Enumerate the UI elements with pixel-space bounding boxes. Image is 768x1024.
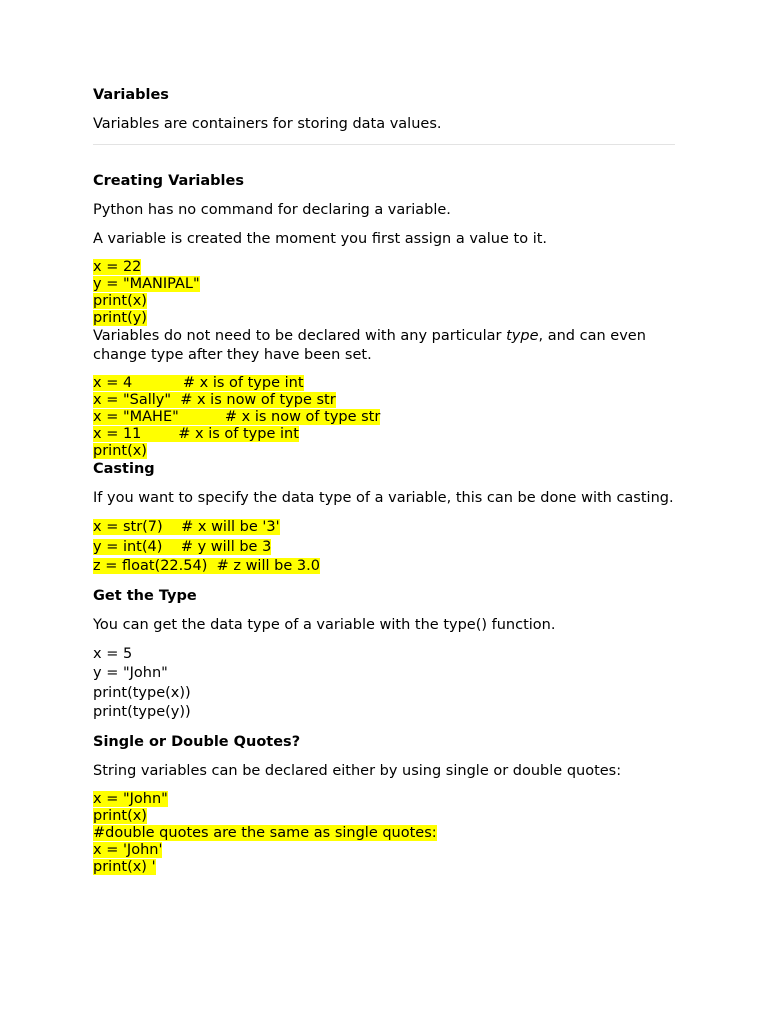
code-line: x = 'John' [93, 841, 163, 858]
code-line: y = "MANIPAL" [93, 276, 200, 292]
code-line: y = int(4) # y will be 3 [93, 538, 272, 555]
quotes-paragraph: String variables can be declared either by using single or double quotes: [93, 762, 622, 779]
code-line: x = 11 # x is of type int [93, 426, 299, 442]
code-line: x = str(7) # x will be '3' [93, 519, 280, 535]
heading-creating-variables: Creating Variables [93, 173, 244, 189]
heading-variables: Variables [93, 87, 169, 103]
code-block-retype [93, 375, 675, 460]
code-line: print(y) [93, 310, 147, 326]
italic-type-word: type [506, 328, 539, 344]
code-block-type [93, 645, 675, 723]
get-type-paragraph: You can get the data type of a variable with the type() function. [93, 616, 556, 633]
heading-single-or-double-quotes: Single or Double Quotes? [93, 733, 301, 750]
creating-paragraph-1: Python has no command for declaring a variable. [93, 202, 451, 218]
code-block-assign [93, 259, 675, 327]
code-line: x = "MAHE" # x is now of type str [93, 409, 381, 425]
code-line: y = "John" [93, 665, 168, 681]
creating-paragraph-2: A variable is created the moment you first assign a value to it. [93, 231, 548, 247]
code-line: x = 5 [93, 645, 133, 662]
document-page [93, 86, 675, 876]
code-line: print(x) ' [93, 858, 156, 875]
code-line: x = 4 # x is of type int [93, 375, 304, 391]
code-line: print(type(y)) [93, 704, 191, 720]
code-line: print(x) [93, 443, 147, 459]
code-line: x = "John" [93, 790, 168, 807]
heading-get-the-type: Get the Type [93, 587, 197, 604]
paragraph-text: Variables do not need to be declared with any particular [93, 328, 507, 344]
code-line: #double quotes are the same as single quotes: [93, 824, 437, 841]
section-divider [93, 144, 675, 145]
variables-intro: Variables are containers for storing data values. [93, 116, 442, 132]
paragraph-text: , and can even change type after they have been set. [93, 328, 646, 363]
code-line: print(x) [93, 293, 147, 309]
code-line: x = 22 [93, 259, 142, 275]
code-block-casting [93, 518, 675, 577]
code-line: z = float(22.54) # z will be 3.0 [93, 558, 320, 574]
creating-paragraph-3 [93, 327, 675, 365]
code-line: print(x) [93, 807, 147, 824]
casting-paragraph: If you want to specify the data type of a variable, this can be done with casting. [93, 490, 674, 506]
code-block-quotes [93, 791, 675, 876]
code-line: x = "Sally" # x is now of type str [93, 392, 336, 408]
heading-casting: Casting [93, 461, 155, 477]
code-line: print(type(x)) [93, 684, 191, 701]
